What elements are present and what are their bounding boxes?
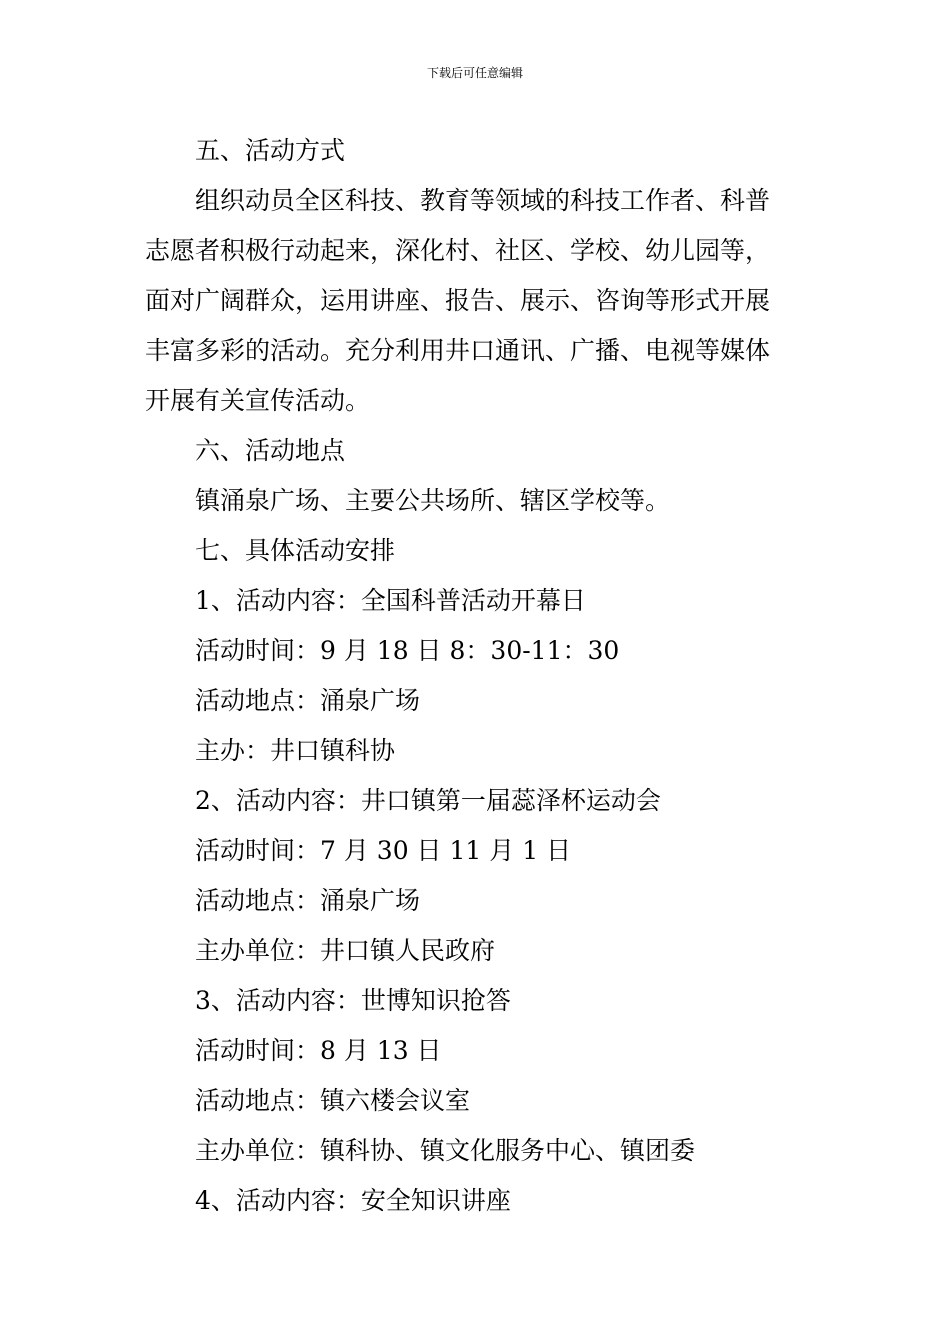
activity-3-content: 3、活动内容：世博知识抢答 <box>195 986 511 1015</box>
activity-2-host: 主办单位：井口镇人民政府 <box>195 936 496 965</box>
activity-3-host: 主办单位：镇科协、镇文化服务中心、镇团委 <box>195 1136 696 1165</box>
activity-1-place: 活动地点：涌泉广场 <box>195 686 421 715</box>
activity-1-host: 主办：井口镇科协 <box>195 736 396 765</box>
activity-4-content: 4、活动内容：安全知识讲座 <box>195 1186 511 1215</box>
section-6-text: 镇涌泉广场、主要公共场所、辖区学校等。 <box>195 486 671 515</box>
document-body <box>145 126 810 1226</box>
paragraph-line: 开展有关宣传活动。 <box>145 386 371 415</box>
section-5-paragraph <box>145 176 810 426</box>
activity-2-place: 活动地点：涌泉广场 <box>195 886 421 915</box>
activity-3-time: 活动时间：8 月 13 日 <box>195 1036 442 1065</box>
activity-2-time: 活动时间：7 月 30 日 11 月 1 日 <box>195 836 572 865</box>
activity-2-content: 2、活动内容：井口镇第一届蕊泽杯运动会 <box>195 786 661 815</box>
paragraph-line: 丰富多彩的活动。充分利用井口通讯、广播、电视等媒体 <box>145 336 771 365</box>
section-6-title: 六、活动地点 <box>195 436 346 465</box>
paragraph-line: 面对广阔群众，运用讲座、报告、展示、咨询等形式开展 <box>145 286 771 315</box>
section-5-title: 五、活动方式 <box>195 136 346 165</box>
activity-3-place: 活动地点：镇六楼会议室 <box>195 1086 471 1115</box>
page-header-note: 下载后可任意编辑 <box>426 66 523 80</box>
activity-1-time: 活动时间：9 月 18 日 8：30-11：30 <box>195 636 620 665</box>
paragraph-line: 组织动员全区科技、教育等领域的科技工作者、科普 <box>195 186 771 215</box>
section-7-title: 七、具体活动安排 <box>195 536 396 565</box>
paragraph-line: 志愿者积极行动起来，深化村、社区、学校、幼儿园等， <box>145 236 771 265</box>
activity-1-content: 1、活动内容：全国科普活动开幕日 <box>195 586 586 615</box>
